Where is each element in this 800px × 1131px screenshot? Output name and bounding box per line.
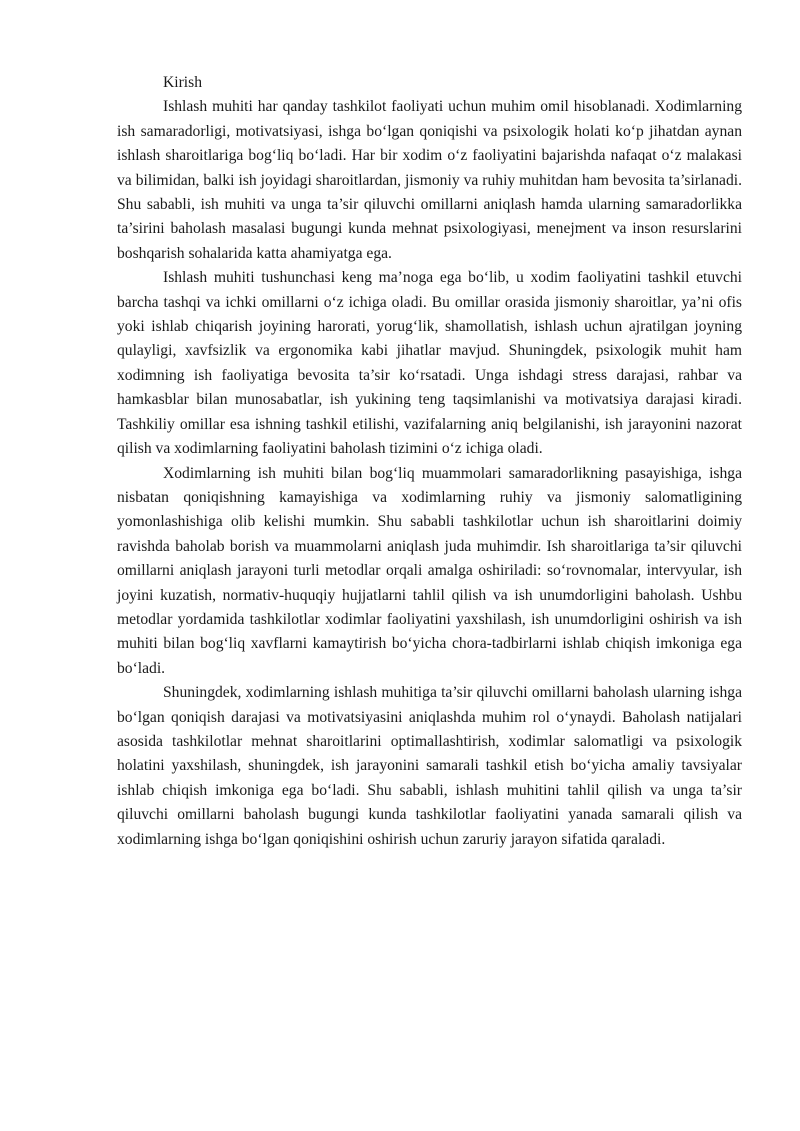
section-heading: Kirish	[163, 74, 202, 91]
paragraph-4: Shuningdek, xodimlarning ishlash muhitiga ta’sir qiluvchi omillarni baholash ularning ishga bo‘lgan qoniqish darajasi va motivatsiyasini aniqlashda muhim rol o‘ynaydi. Baholash natijalari asosida tashkilotlar mehnat sharoitlarini optimallashtirish, xodimlar salomatligi va psixologik holatini yaxshilash, shuningdek, ish jarayonini samarali tashkil etish bo‘yicha amaliy tavsiyalar ishlab chiqish imkoniga ega bo‘ladi. Shu sababli, ishlash muhitini tahlil qilish va unga ta’sir qiluvchi omillarni baholash bugungi kunda tashkilotlar faoliyatini yanada samarali qilish va xodimlarning ishga bo‘lgan qoniqishini oshirish uchun zaruriy jarayon sifatida qaraladi.	[117, 684, 742, 848]
paragraph-3: Xodimlarning ish muhiti bilan bog‘liq muammolari samaradorlikning pasayishiga, ishga nisbatan qoniqishning kamayishiga va xodimlarning ruhiy va jismoniy salomatligining yomonlashishiga olib kelishi mumkin. Shu sababli tashkilotlar uchun ish sharoitlarini doimiy ravishda baholab borish va muammolarni aniqlash juda muhimdir. Ish sharoitlariga ta’sir qiluvchi omillarni aniqlash jarayoni turli metodlar orqali amalga oshiriladi: so‘rovnomalar, intervyular, ish joyini kuzatish, normativ-huquqiy hujjatlarni tahlil qilish va ish unumdorligini baholash. Ushbu metodlar yordamida tashkilotlar xodimlar faoliyatini yaxshilash, ish unumdorligini oshirish va ish muhiti bilan bog‘liq xavflarni kamaytirish bo‘yicha chora-tadbirlarni ishlab chiqish imkoniga ega bo‘ladi.	[117, 464, 742, 677]
paragraph-2: Ishlash muhiti tushunchasi keng ma’noga ega bo‘lib, u xodim faoliyatini tashkil etuvchi barcha tashqi va ichki omillarni o‘z ichiga oladi. Bu omillar orasida jismoniy sharoitlar, ya’ni ofis yoki ishlab chiqarish joyining harorati, yorug‘lik, shamollatish, ishlash uchun ajratilgan joyning qulayligi, xavfsizlik va ergonomika kabi jihatlar mavjud. Shuningdek, psixologik muhit ham xodimning ish faoliyatiga bevosita ta’sir ko‘rsatadi. Unga ishdagi stress darajasi, rahbar va hamkasblar bilan munosabatlar, ish yukining teng taqsimlanishi va motivatsiya darajasi kiradi. Tashkiliy omillar esa ishning tashkil etilishi, vazifalarning aniq belgilanishi, ish jarayonini nazorat qilish va xodimlarning faoliyatini baholash tizimini o‘z ichiga oladi.	[117, 269, 742, 458]
paragraph-1: Ishlash muhiti har qanday tashkilot faoliyati uchun muhim omil hisoblanadi. Xodimlarning ish samaradorligi, motivatsiyasi, ishga bo‘lgan qoniqishi va psixologik holati ko‘p jihatdan aynan ishlash sharoitlariga bog‘liq bo‘ladi. Har bir xodim o‘z faoliyatini bajarishda nafaqat o‘z malakasi va bilimidan, balki ish joyidagi sharoitlardan, jismoniy va ruhiy muhitdan ham bevosita ta’sirlanadi. Shu sababli, ish muhiti va unga ta’sir qiluvchi omillarni aniqlash hamda ularning samaradorlikka ta’sirini baholash masalasi bugungi kunda mehnat psixologiyasi, menejment va inson resurslarini boshqarish sohalarida katta ahamiyatga ega.	[117, 98, 742, 262]
document-page	[117, 71, 742, 852]
